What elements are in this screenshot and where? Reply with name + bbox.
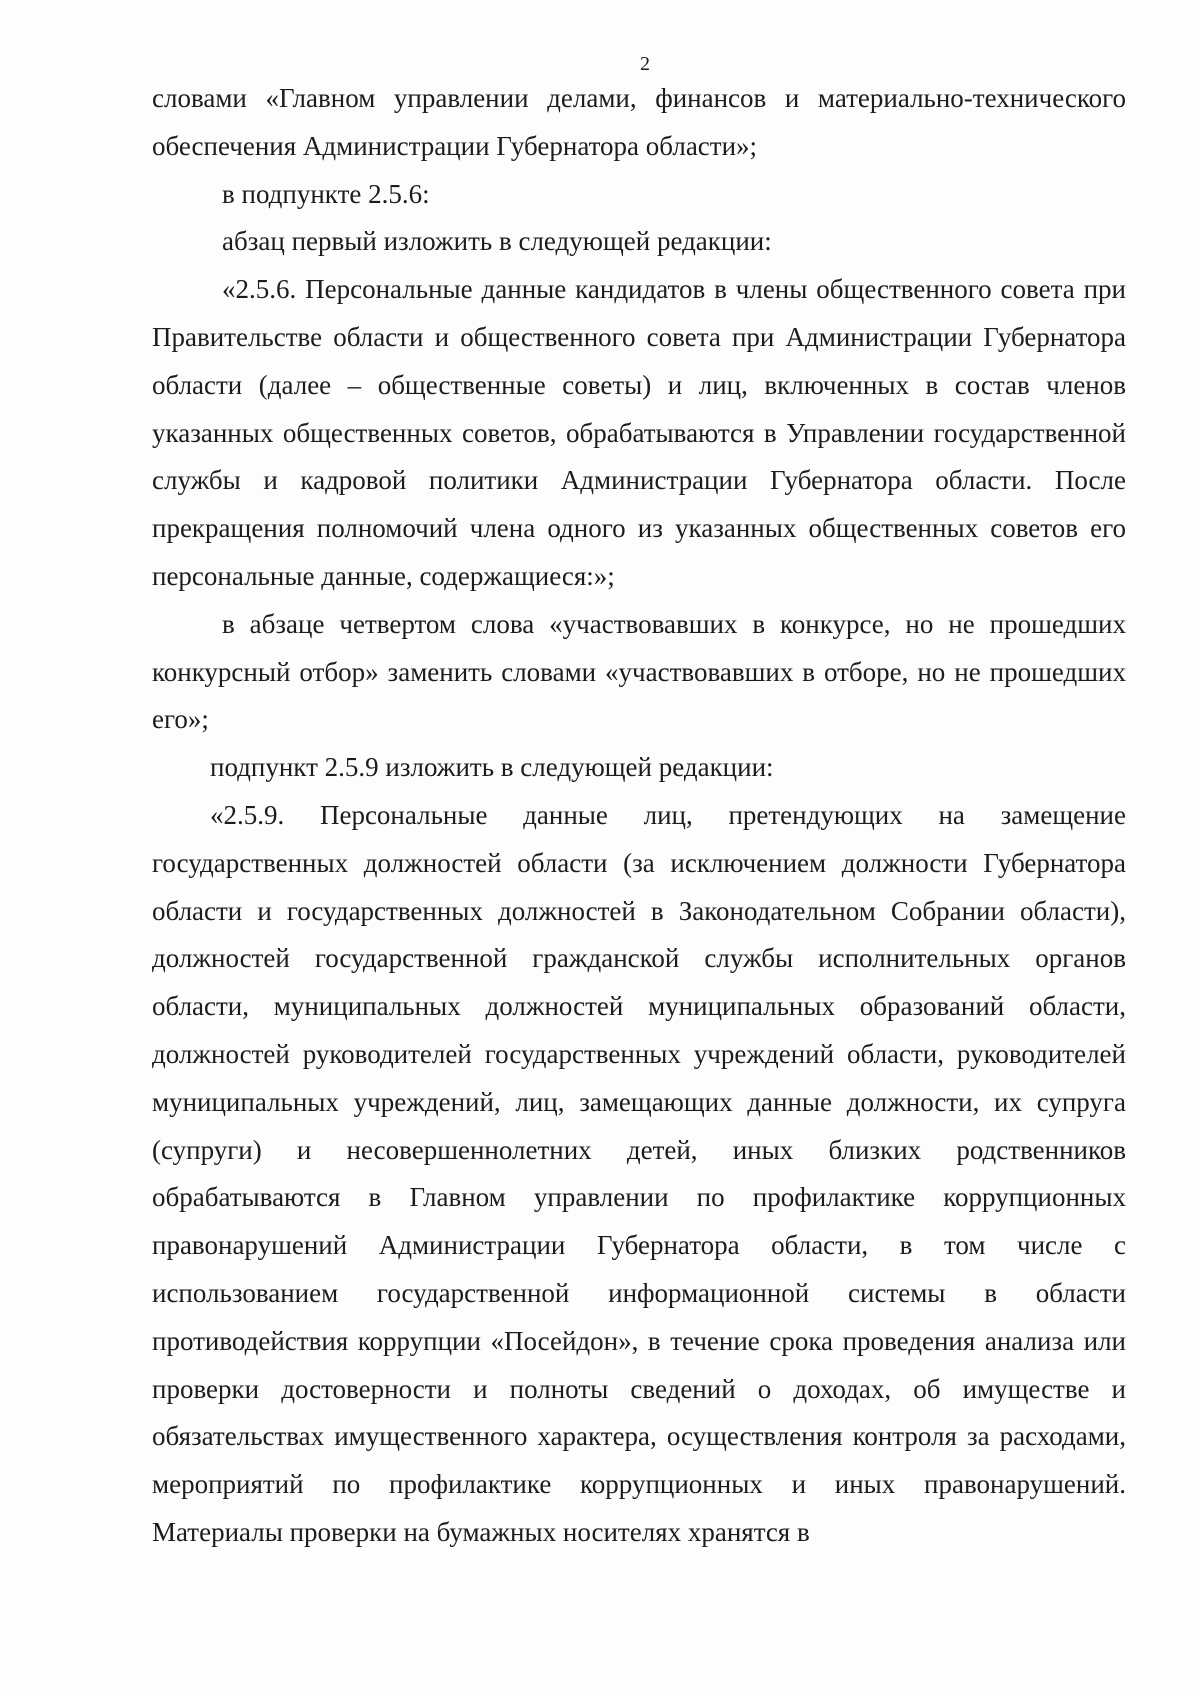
paragraph-subclause-2-5-9-intro: подпункт 2.5.9 изложить в следующей редакции: — [210, 752, 774, 783]
page-number: 2 — [640, 53, 650, 75]
paragraph-amend-instruction: абзац первый изложить в следующей редакции: — [222, 226, 772, 257]
paragraph-continuation: словами «Главном управлении делами, финансов и материально-технического обеспечения Администрации Губернатора области»; — [152, 83, 1126, 161]
document-body — [152, 75, 1126, 1557]
paragraph-fourth-para-change: в абзаце четвертом слова «участвовавших в конкурсе, но не прошедших конкурсный отбор» заменить словами «участвовавших в отборе, но не прошедших его»; — [152, 608, 1126, 735]
paragraph-subclause-intro: в подпункте 2.5.6: — [222, 178, 430, 209]
paragraph-clause-2-5-6: «2.5.6. Персональные данные кандидатов в члены общественного совета при Правительстве области и общественного совета при Администрации Губернатора области (далее – общественные советы) и лиц, включенных в состав членов указанных общественных советов, обрабатываются в Управлении государственной службы и кадровой политики Администрации Губернатора области. После прекращения полномочий члена одного из указанных общественных советов его персональные данные, содержащиеся:»; — [152, 274, 1126, 591]
paragraph-clause-2-5-9: «2.5.9. Персональные данные лиц, претендующих на замещение государственных должностей области (за исключением должности Губернатора области и государственных должностей в Законодательном Собрании области), должностей государственной гражданской службы исполнительных органов области, муниципальных должностей муниципальных образований области, должностей руководителей государственных учреждений области, руководителей муниципальных учреждений, лиц, замещающих данные должности, их супруга (супруги) и несовершеннолетних детей, иных близких родственников обрабатываются в Главном управлении по профилактике коррупционных правонарушений Администрации Губернатора области, в том числе с использованием государственной информационной системы в области противодействия коррупции «Посейдон», в течение срока проведения анализа или проверки достоверности и полноты сведений о доходах, об имуществе и обязательствах имущественного характера, осуществления контроля за расходами, мероприятий по профилактике коррупционных и иных правонарушений. Материалы проверки на бумажных носителях хранятся в — [152, 799, 1126, 1547]
